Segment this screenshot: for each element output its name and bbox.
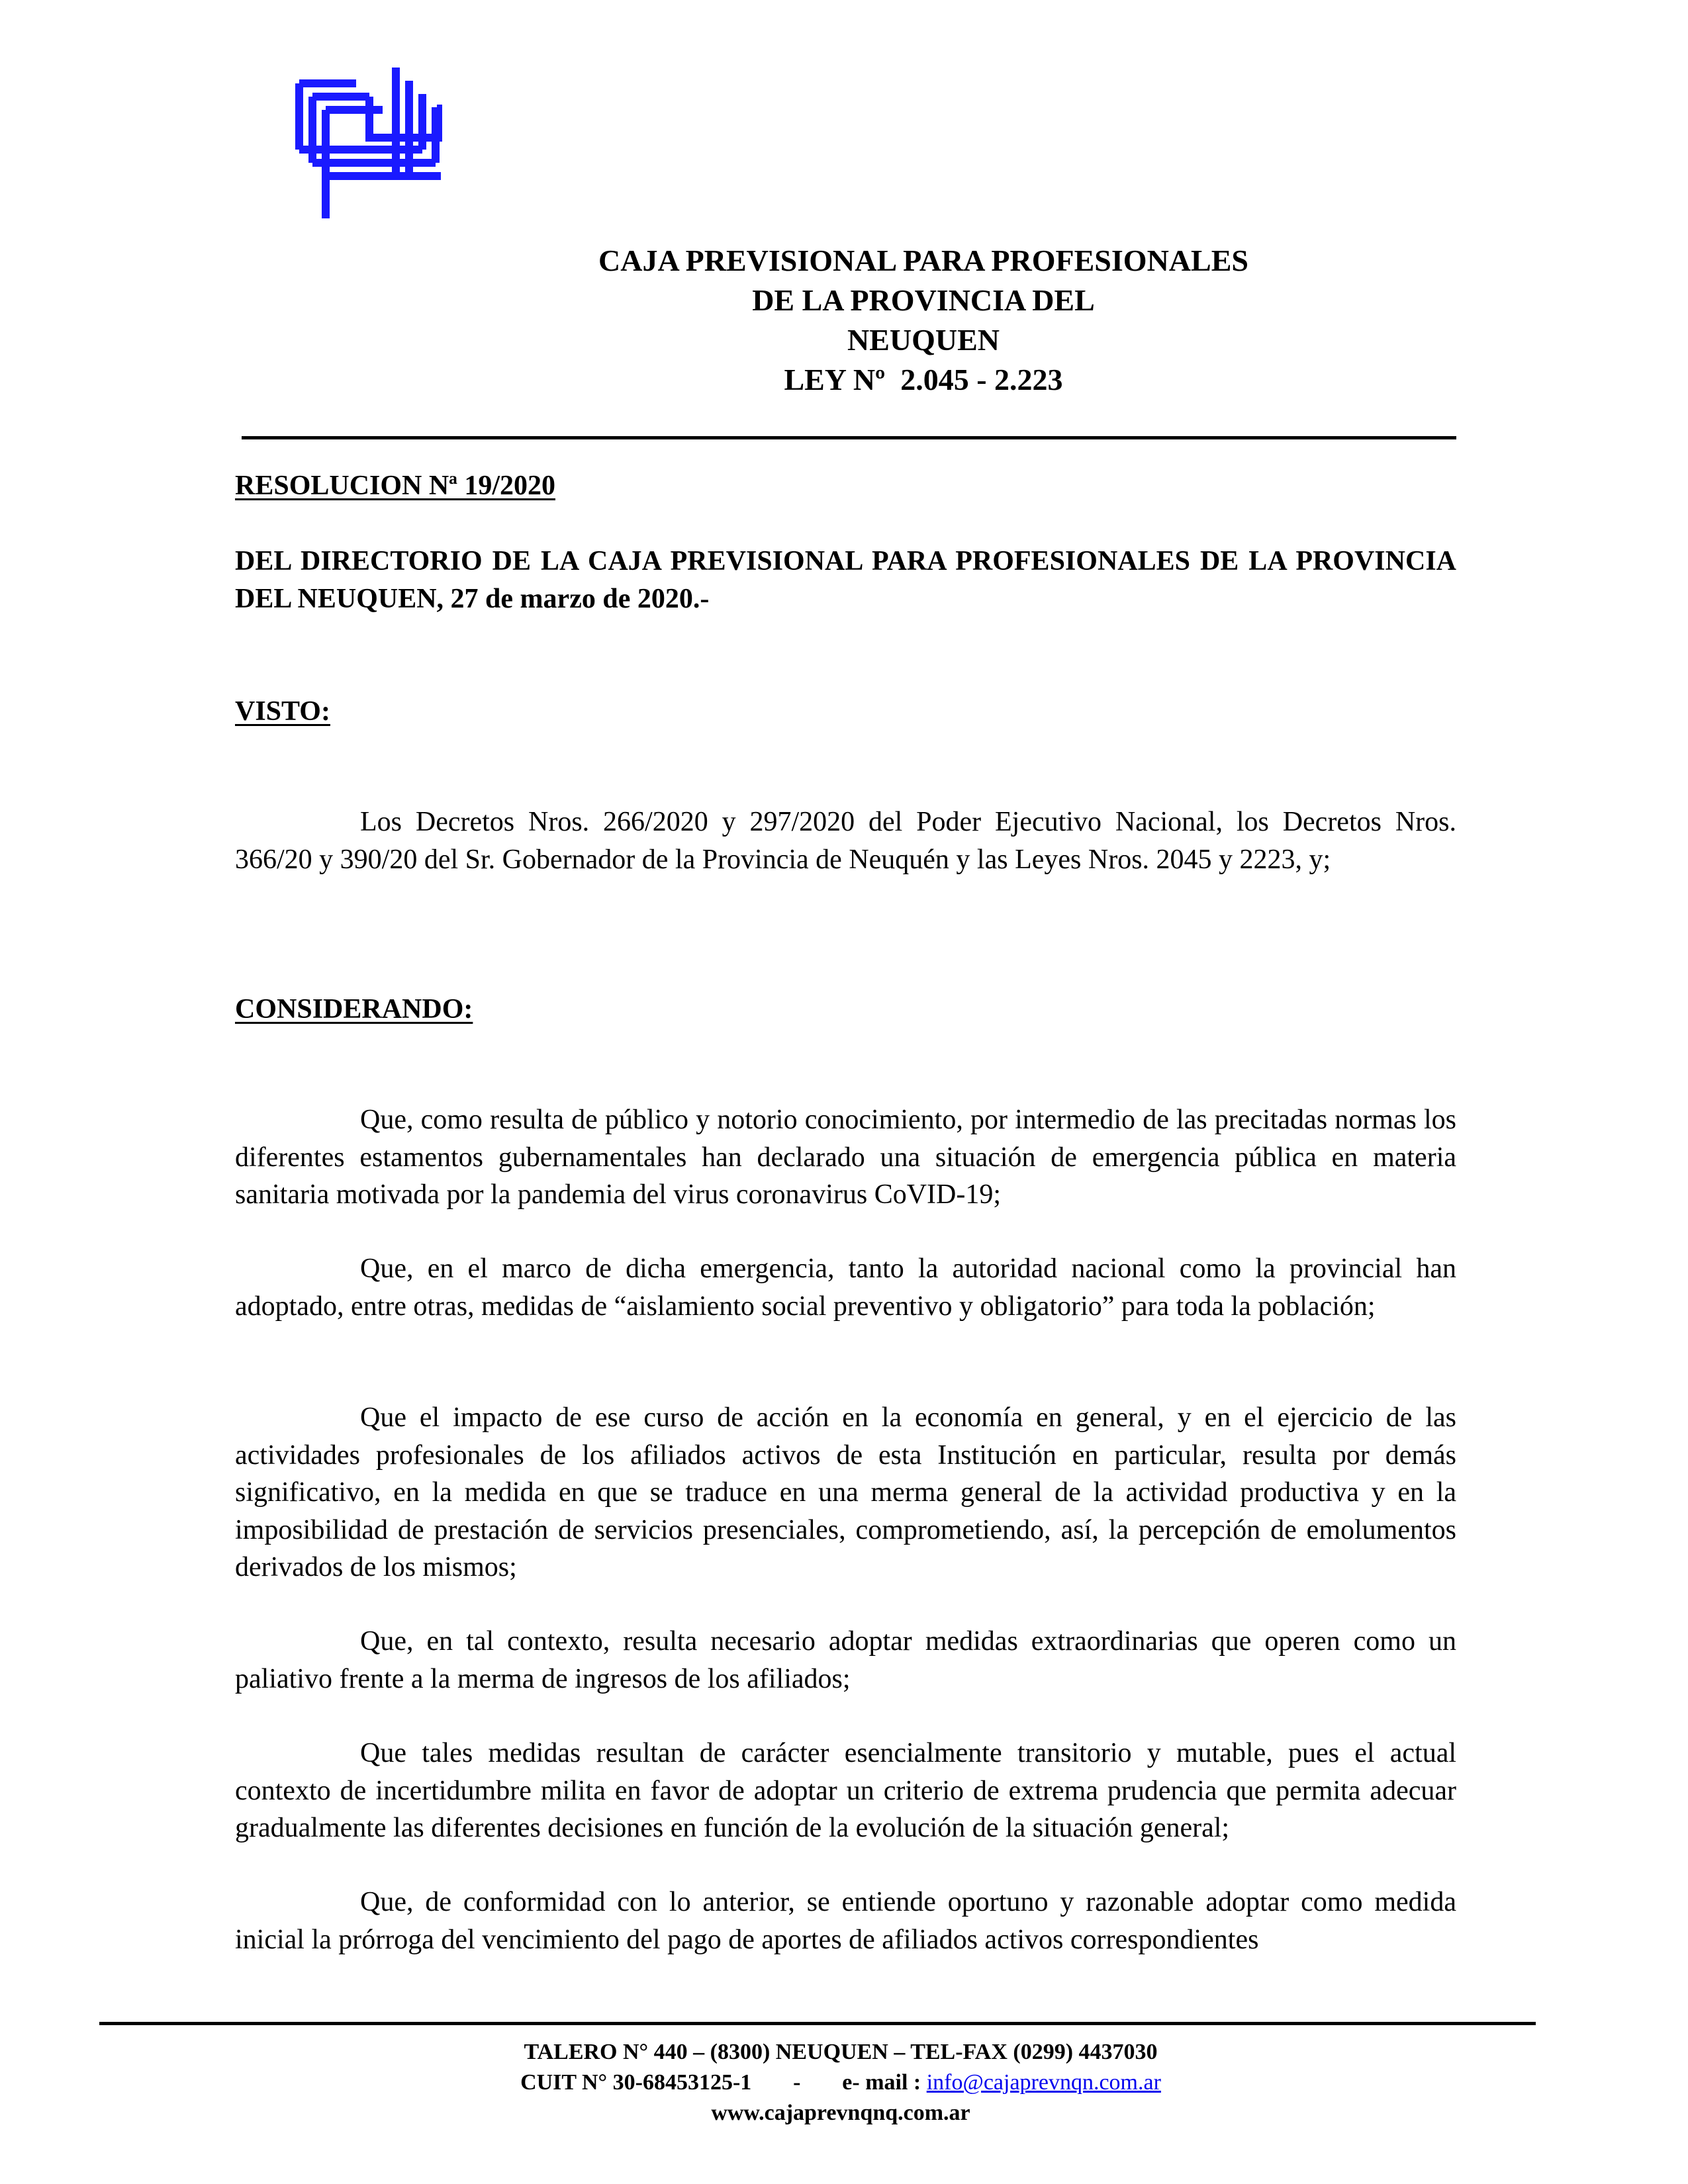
footer-email-link[interactable]: info@cajaprevnqn.com.ar (926, 2070, 1161, 2095)
considerando-paragraph-3: Que el impacto de ese curso de acción en la economía en general, y en el ejercicio de las actividades profesionales de los afiliados activos de esta Institución en particular, resulta por demás significativo, en la medida en que se traduce en una merma general de la actividad productiva y en la imposibilidad de prestación de servicios presenciales, comprometiendo, así, la percepción de emolumentos derivados de los mismos; (235, 1402, 1456, 1582)
footer-divider (99, 2022, 1536, 2025)
page-footer (344, 2037, 1337, 2128)
footer-website: www.cajaprevnqnq.com.ar (711, 2101, 970, 2125)
considerando-heading-block (235, 991, 1456, 1028)
considerando-paragraph-6: Que, de conformidad con lo anterior, se entiende oportuno y razonable adoptar como medida inicial la prórroga del vencimiento del pago de aportes de afiliados activos correspondientes (235, 1887, 1456, 1955)
visto-heading-block (235, 693, 1456, 731)
header-line-4: LEY Nº 2.045 - 2.223 (784, 363, 1063, 396)
considerando-paragraph-1: Que, como resulta de público y notorio conocimiento, por intermedio de las precitadas normas los diferentes estamentos gubernamentales han declarado una situación de emergencia pública en materia sanitaria motivada por la pandemia del virus coronavirus CoVID-19; (235, 1105, 1456, 1210)
resolution-number: RESOLUCION Nª 19/2020 (235, 471, 555, 501)
visto-paragraph: Los Decretos Nros. 266/2020 y 297/2020 del Poder Ejecutivo Nacional, los Decretos Nros. 366/20 y 390/20 del Sr. Gobernador de la Provincia de Neuquén y las Leyes Nros. 2045 y 2223, y; (235, 807, 1456, 875)
institution-header (463, 241, 1383, 400)
considerando-heading: CONSIDERANDO: (235, 994, 473, 1024)
footer-address: TALERO N° 440 – (8300) NEUQUEN – TEL-FAX (0299) 4437030 (524, 2040, 1158, 2064)
header-divider (242, 436, 1456, 439)
header-line-2: DE LA PROVINCIA DEL (752, 283, 1095, 317)
footer-cuit: CUIT N° 30-68453125-1 (520, 2070, 752, 2095)
resolution-intro: DEL DIRECTORIO DE LA CAJA PREVISIONAL PARA PROFESIONALES DE LA PROVINCIA DEL NEUQUEN, 27 de marzo de 2020.- (235, 546, 1456, 614)
considerando-paragraph-5: Que tales medidas resultan de carácter esencialmente transitorio y mutable, pues el actual contexto de incertidumbre milita en favor de adoptar un criterio de extrema prudencia que permita adecuar gradualmente las diferentes decisiones en función de la evolución de la situación general; (235, 1738, 1456, 1843)
considerando-paragraph-2: Que, en el marco de dicha emergencia, tanto la autoridad nacional como la provincial han adoptado, entre otras, medidas de “aislamiento social preventivo y obligatorio” para toda la población; (235, 1253, 1456, 1322)
footer-separator: - (793, 2070, 801, 2095)
footer-contact-line (344, 2068, 1337, 2098)
considerando-paragraph-4: Que, en tal contexto, resulta necesario adoptar medidas extraordinarias que operen como un paliativo frente a la merma de ingresos de los afiliados; (235, 1626, 1456, 1694)
footer-email-label: e- mail : (842, 2070, 921, 2095)
resolution-number-block (235, 467, 1456, 505)
header-line-3: NEUQUEN (847, 323, 1000, 357)
institution-logo (290, 65, 442, 218)
visto-heading: VISTO: (235, 696, 330, 727)
header-line-1: CAJA PREVISIONAL PARA PROFESIONALES (598, 244, 1248, 277)
